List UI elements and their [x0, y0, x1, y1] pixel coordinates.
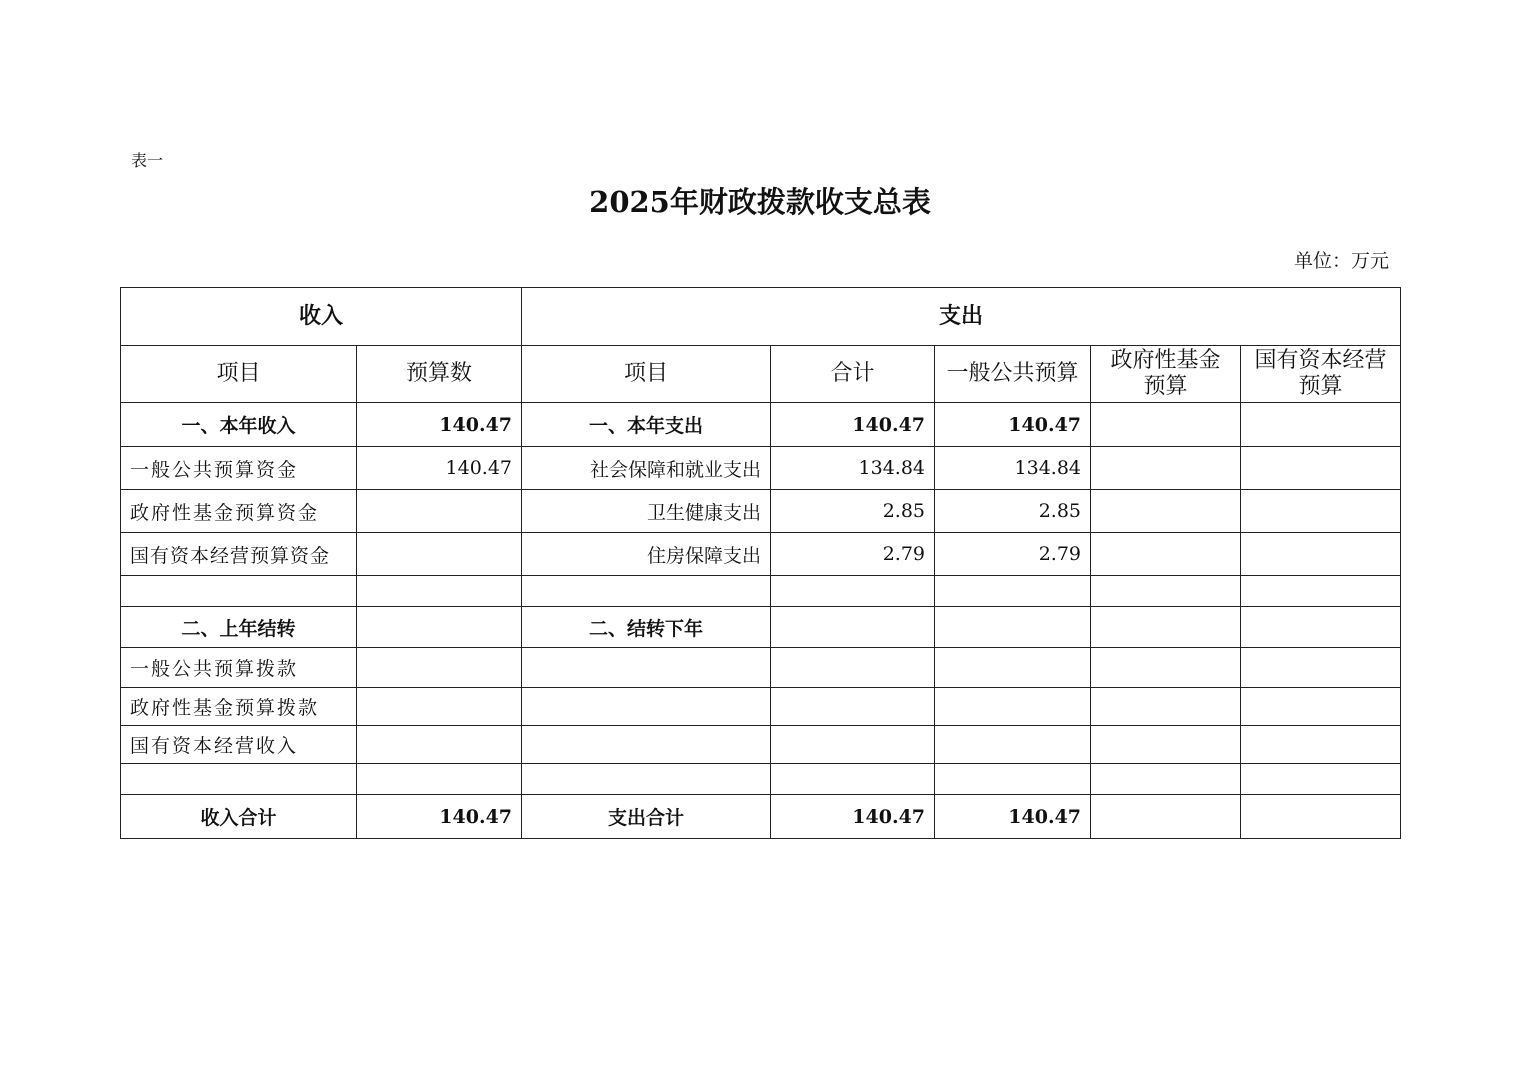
expense-item: 二、结转下年 [522, 607, 771, 648]
page-title: 2025年财政拨款收支总表 [589, 185, 931, 219]
expense-fund [1091, 533, 1241, 576]
table-row [121, 490, 1401, 533]
expense-general [935, 607, 1091, 648]
header-expense-item: 项目 [522, 346, 771, 403]
expense-fund [1091, 688, 1241, 726]
expense-total: 140.47 [771, 795, 935, 839]
income-item: 政府性基金预算资金 [121, 490, 357, 533]
expense-general: 140.47 [935, 795, 1091, 839]
expense-capital [1241, 403, 1401, 447]
header-state-capital-budget: 国有资本经营预算 [1241, 346, 1401, 403]
expense-item: 卫生健康支出 [522, 490, 771, 533]
expense-general [935, 648, 1091, 688]
table-label: 表一 [131, 151, 164, 170]
income-item: 一、本年收入 [121, 403, 357, 447]
income-item: 国有资本经营收入 [121, 726, 357, 764]
expense-general: 2.79 [935, 533, 1091, 576]
income-item [121, 576, 357, 607]
expense-general: 140.47 [935, 403, 1091, 447]
expense-item: 住房保障支出 [522, 533, 771, 576]
expense-fund [1091, 447, 1241, 490]
expense-fund [1091, 726, 1241, 764]
expense-total: 2.85 [771, 490, 935, 533]
expense-capital [1241, 447, 1401, 490]
income-value: 140.47 [357, 795, 522, 839]
expense-item: 一、本年支出 [522, 403, 771, 447]
expense-total [771, 726, 935, 764]
budget-table [120, 287, 1401, 839]
expense-item [522, 576, 771, 607]
expense-general [935, 726, 1091, 764]
income-value: 140.47 [357, 403, 522, 447]
expense-general [935, 764, 1091, 795]
table-row [121, 403, 1401, 447]
income-item: 一般公共预算拨款 [121, 648, 357, 688]
expense-total: 134.84 [771, 447, 935, 490]
expense-item: 社会保障和就业支出 [522, 447, 771, 490]
expense-capital [1241, 648, 1401, 688]
table-row [121, 726, 1401, 764]
expense-capital [1241, 607, 1401, 648]
expense-fund [1091, 764, 1241, 795]
expense-fund [1091, 607, 1241, 648]
income-item: 收入合计 [121, 795, 357, 839]
expense-capital [1241, 795, 1401, 839]
table-row [121, 607, 1401, 648]
income-item: 二、上年结转 [121, 607, 357, 648]
income-item: 国有资本经营预算资金 [121, 533, 357, 576]
table-row [121, 576, 1401, 607]
expense-fund [1091, 403, 1241, 447]
table-row [121, 533, 1401, 576]
header-income-item: 项目 [121, 346, 357, 403]
table-row [121, 648, 1401, 688]
expense-general: 2.85 [935, 490, 1091, 533]
income-value [357, 648, 522, 688]
expense-general [935, 576, 1091, 607]
expense-total: 2.79 [771, 533, 935, 576]
expense-item [522, 648, 771, 688]
expense-total [771, 576, 935, 607]
expense-capital [1241, 576, 1401, 607]
income-value: 140.47 [357, 447, 522, 490]
income-item [121, 764, 357, 795]
expense-capital [1241, 764, 1401, 795]
income-item: 一般公共预算资金 [121, 447, 357, 490]
income-value [357, 764, 522, 795]
header-general-budget: 一般公共预算 [935, 346, 1091, 403]
expense-total [771, 688, 935, 726]
income-value [357, 533, 522, 576]
expense-item [522, 726, 771, 764]
expense-general [935, 688, 1091, 726]
expense-total [771, 607, 935, 648]
income-value [357, 726, 522, 764]
expense-total [771, 648, 935, 688]
expense-fund [1091, 795, 1241, 839]
expense-item [522, 688, 771, 726]
table-row [121, 447, 1401, 490]
income-item: 政府性基金预算拨款 [121, 688, 357, 726]
expense-capital [1241, 490, 1401, 533]
table-row [121, 764, 1401, 795]
header-expense: 支出 [522, 288, 1401, 346]
header-gov-fund-budget: 政府性基金预算 [1091, 346, 1241, 403]
expense-capital [1241, 726, 1401, 764]
expense-total: 140.47 [771, 403, 935, 447]
expense-capital [1241, 688, 1401, 726]
expense-capital [1241, 533, 1401, 576]
income-value [357, 688, 522, 726]
expense-total [771, 764, 935, 795]
income-value [357, 607, 522, 648]
header-total: 合计 [771, 346, 935, 403]
header-income: 收入 [121, 288, 522, 346]
income-value [357, 576, 522, 607]
expense-fund [1091, 490, 1241, 533]
expense-item [522, 764, 771, 795]
expense-item: 支出合计 [522, 795, 771, 839]
expense-general: 134.84 [935, 447, 1091, 490]
table-row [121, 795, 1401, 839]
unit-label: 单位：万元 [1293, 250, 1389, 272]
expense-fund [1091, 648, 1241, 688]
expense-fund [1091, 576, 1241, 607]
table-row [121, 688, 1401, 726]
header-income-budget: 预算数 [357, 346, 522, 403]
income-value [357, 490, 522, 533]
